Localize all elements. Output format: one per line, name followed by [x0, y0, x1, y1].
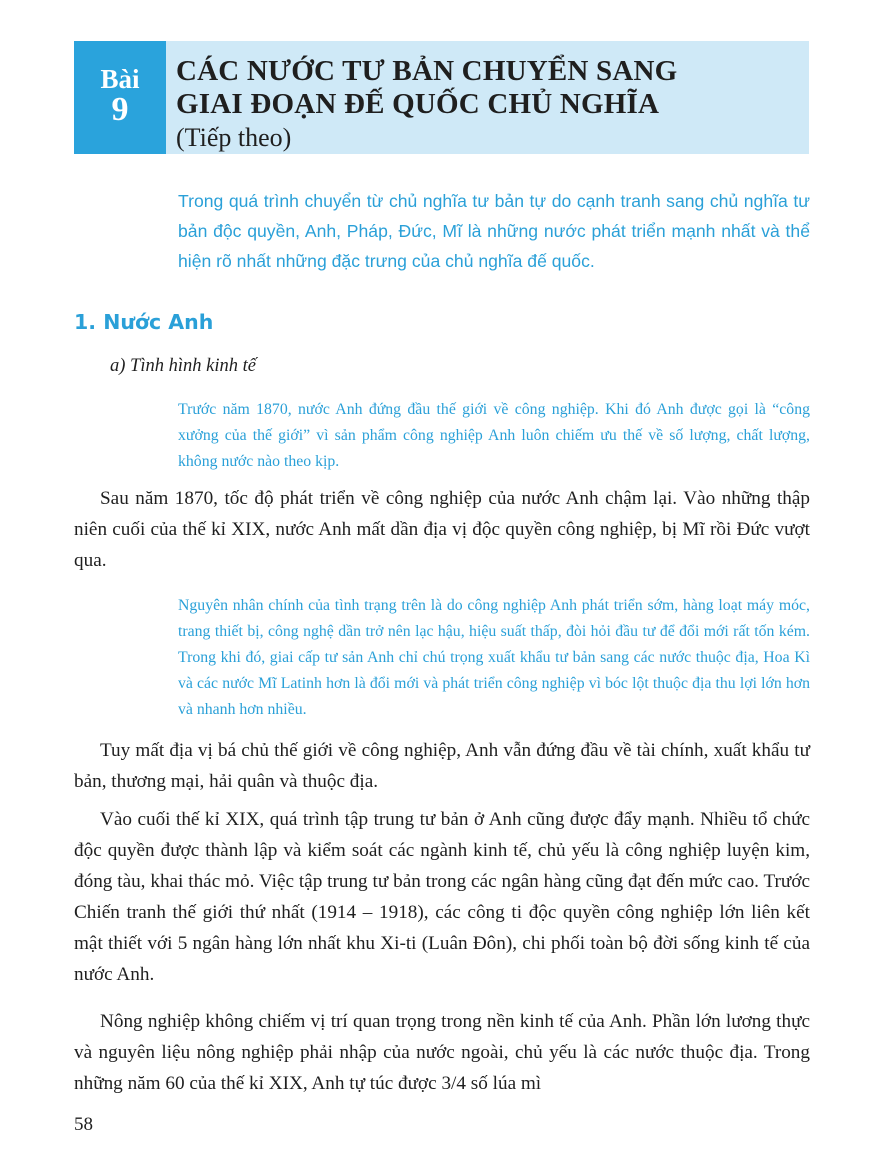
- lesson-title: [176, 55, 796, 155]
- title-line-2: GIAI ĐOẠN ĐẾ QUỐC CHỦ NGHĨA: [176, 88, 660, 120]
- lesson-header: [74, 41, 809, 154]
- body-paragraph: Sau năm 1870, tốc độ phát triển về công nghiệp của nước Anh chậm lại. Vào những thập niên cuối của thế kỉ XIX, nước Anh mất dần địa vị độc quyền công nghiệp, bị Mĩ rồi Đức vượt qua.: [74, 488, 810, 571]
- title-line-1: CÁC NƯỚC TƯ BẢN CHUYỂN SANG: [176, 55, 678, 87]
- body-paragraph: Vào cuối thế kỉ XIX, quá trình tập trung tư bản ở Anh cũng được đẩy mạnh. Nhiều tổ chức độc quyền được thành lập và kiểm soát các ngành kinh tế, chủ yếu là công nghiệp luyện kim, đóng tàu, khai thác mỏ. Việc tập trung tư bản trong các ngân hàng cũng đạt đến mức cao. Trước Chiến tranh thế giới thứ nhất (1914 – 1918), các công ti độc quyền công nghiệp lớn liên kết mật thiết với 5 ngân hàng lớn nhất khu Xi-ti (Luân Đôn), chi phối toàn bộ đời sống kinh tế của nước Anh.: [74, 809, 810, 985]
- lesson-number: 9: [111, 91, 129, 128]
- body-paragraph: Tuy mất địa vị bá chủ thế giới về công nghiệp, Anh vẫn đứng đầu về tài chính, xuất khẩu tư bản, thương mại, hải quân và thuộc địa.: [74, 740, 810, 792]
- lesson-badge: [74, 41, 166, 154]
- body-paragraph: Nông nghiệp không chiếm vị trí quan trọng trong nền kinh tế của Anh. Phần lớn lương thực và nguyên liệu nông nghiệp phải nhập của nước ngoài, chủ yếu là các nước thuộc địa. Trong những năm 60 của thế kỉ XIX, Anh tự túc được 3/4 số lúa mì: [74, 1011, 810, 1094]
- page-number: 58: [74, 1114, 93, 1135]
- section-title: 1. Nước Anh: [74, 310, 214, 334]
- note-block: Trước năm 1870, nước Anh đứng đầu thế giới về công nghiệp. Khi đó Anh được gọi là “công xưởng của thế giới” vì sản phẩm công nghiệp Anh luôn chiếm ưu thế về số lượng, chất lượng, không nước nào theo kịp.: [178, 401, 810, 470]
- note-block: Nguyên nhân chính của tình trạng trên là do công nghiệp Anh phát triển sớm, hàng loạt máy móc, trang thiết bị, công nghệ dần trở nên lạc hậu, hiệu suất thấp, đòi hỏi đầu tư để đổi mới rất tốn kém. Trong khi đó, giai cấp tư sản Anh chỉ chú trọng xuất khẩu tư bản sang các nước thuộc địa, Hoa Kì và các nước Mĩ Latinh hơn là đổi mới và phát triển công nghiệp vì bóc lột thuộc địa thu lợi lớn hơn và nhanh hơn nhiều.: [178, 597, 810, 718]
- section-subheading: a) Tình hình kinh tế: [110, 356, 256, 376]
- lesson-badge-word: Bài: [100, 64, 140, 94]
- title-subtitle: (Tiếp theo): [176, 123, 292, 152]
- intro-text: Trong quá trình chuyển từ chủ nghĩa tư bản tự do cạnh tranh sang chủ nghĩa tư bản độc quyền, Anh, Pháp, Đức, Mĩ là những nước phát triển mạnh nhất và thể hiện rõ nhất những đặc trưng của chủ nghĩa đế quốc.: [178, 191, 810, 271]
